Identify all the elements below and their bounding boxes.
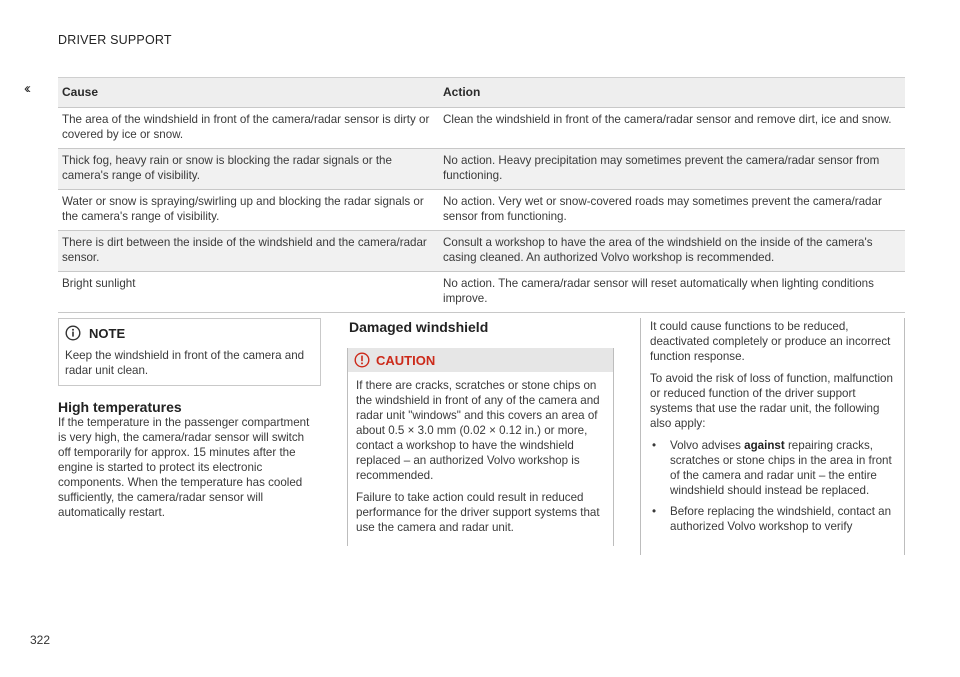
emphasis-text: against — [744, 439, 785, 452]
note-text: Keep the windshield in front of the camera and radar unit clean. — [65, 349, 305, 377]
cause-cell: Bright sunlight — [58, 272, 439, 313]
note-box — [58, 318, 321, 386]
bullet-text: Volvo advises — [670, 439, 745, 452]
list-item — [650, 438, 894, 498]
column-divider — [904, 318, 905, 555]
cause-cell: Thick fog, heavy rain or snow is blocking the radar signals or the camera's range of visibility. — [58, 149, 439, 190]
note-header — [65, 325, 125, 341]
back-chevrons-icon[interactable]: ‹‹ — [24, 80, 28, 97]
action-cell: Clean the windshield in front of the camera/radar sensor and remove dirt, ice and snow. — [439, 108, 905, 149]
info-circle-icon — [65, 325, 81, 341]
paragraph: To avoid the risk of loss of function, malfunction or reduced function of the driver support systems that use the radar unit, the following also apply: — [650, 372, 893, 430]
table-row — [58, 149, 905, 190]
exclamation-circle-icon — [354, 352, 370, 368]
cause-cell: There is dirt between the inside of the windshield and the camera/radar sensor. — [58, 231, 439, 272]
caution-title: CAUTION — [376, 352, 436, 368]
list-item: • Before replacing the windshield, contact an authorized Volvo workshop to verify — [650, 504, 894, 534]
column-header-action: Action — [439, 78, 905, 108]
caution-text — [356, 378, 608, 542]
action-cell: No action. The camera/radar sensor will reset automatically when lighting conditions improve. — [439, 272, 905, 313]
heading-damaged-windshield: Damaged windshield — [349, 319, 489, 335]
note-title: NOTE — [89, 325, 126, 341]
cause-cell: The area of the windshield in front of the camera/radar sensor is dirty or covered by ice or snow. — [58, 108, 439, 149]
action-cell: Consult a workshop to have the area of the windshield on the inside of the camera's casing cleaned. An authorized Volvo workshop is recommended. — [439, 231, 905, 272]
table-row — [58, 231, 905, 272]
table-row — [58, 108, 905, 149]
damaged-windshield-continued — [650, 319, 894, 540]
cause-cell: Water or snow is spraying/swirling up and blocking the radar signals or the camera's range of visibility. — [58, 190, 439, 231]
caution-paragraph: Failure to take action could result in reduced performance for the driver support systems that use the camera and radar unit. — [356, 491, 600, 534]
cause-action-table — [58, 77, 905, 313]
caution-header — [348, 348, 613, 372]
table-row — [58, 190, 905, 231]
bullet-list — [650, 438, 894, 534]
action-cell: No action. Heavy precipitation may sometimes prevent the camera/radar sensor from functioning. — [439, 149, 905, 190]
section-header: DRIVER SUPPORT — [58, 33, 172, 47]
caution-box — [347, 348, 614, 546]
caution-paragraph: If there are cracks, scratches or stone chips on the windshield in front of any of the camera and radar unit "windows" and this covers an area of about 0.5 × 3.0 mm (0.02 × 0.12 in.) or more, contact a workshop to have the windshield replaced – an authorized Volvo workshop is recommended. — [356, 379, 600, 482]
paragraph: It could cause functions to be reduced, deactivated completely or produce an incorrect function response. — [650, 320, 891, 363]
table-row — [58, 272, 905, 313]
action-cell: No action. Very wet or snow-covered roads may sometimes prevent the camera/radar sensor from functioning. — [439, 190, 905, 231]
table-header-row — [58, 78, 905, 108]
page-number: 322 — [30, 633, 51, 647]
high-temperatures-text: If the temperature in the passenger compartment is very high, the camera/radar sensor will switch off temporarily for approx. 15 minutes after the engine is started to protect its electronic components. When the temperature has cooled sufficiently, the camera/radar sensor will automatically restart. — [58, 416, 310, 519]
heading-high-temperatures: High temperatures — [58, 399, 182, 415]
column-header-cause: Cause — [58, 78, 439, 108]
column-divider — [640, 318, 641, 555]
bullet-text: repairing cracks, scratches or stone chips in the area in front of the camera and radar unit – the entire windshield should instead be replaced. — [670, 439, 892, 497]
